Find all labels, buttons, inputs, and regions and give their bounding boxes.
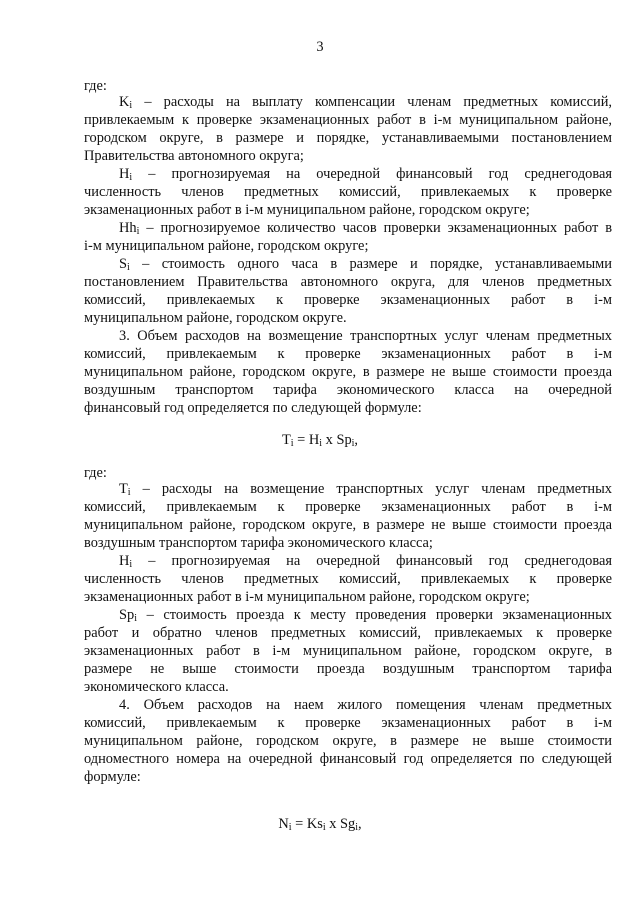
def-h-line-1: $H_i$ – прогнозируемая на очередной финансовый год среднегодовая bbox=[119, 166, 612, 183]
paragraph-4-line-5: формуле: bbox=[84, 769, 141, 785]
def-hh-line-1: $Hh_i$ – прогнозируемое количество часов проверки экзаменационных работ в bbox=[119, 220, 612, 237]
paragraph-3-line-1: 3. Объем расходов на возмещение транспортных услуг членам предметных bbox=[119, 328, 612, 344]
def-k-line-1: $K_i$ – расходы на выплату компенсации членам предметных комиссий, bbox=[119, 94, 612, 111]
paragraph-4-line-3: муниципальном районе, городском округе, в размере не выше стоимости bbox=[84, 733, 612, 749]
def-t-line-2: комиссий, привлекаемым к проверке экзаменационных работ в i-м bbox=[84, 499, 612, 515]
def-k-line-3: городском округе, в размере и порядке, устанавливаемыми постановлением bbox=[84, 130, 612, 146]
def-h-line-3: экзаменационных работ в i-м муниципальном районе, городском округе; bbox=[84, 202, 530, 218]
def-h2-line-2: численность членов предметных комиссий, привлекаемых к проверке bbox=[84, 571, 612, 587]
def-t-line-4: воздушным транспортом тарифа экономического класса; bbox=[84, 535, 433, 551]
paragraph-3-line-3: муниципальном районе, городском округе, в размере не выше стоимости проезда bbox=[84, 364, 612, 380]
def-sp-line-3: экзаменационных работ в i-м муниципальном районе, городском округе, в bbox=[84, 643, 612, 659]
def-sp-line-5: экономического класса. bbox=[84, 679, 229, 695]
def-k-line-4: Правительства автономного округа; bbox=[84, 148, 304, 164]
def-k-line-2: привлекаемым к проверке экзаменационных работ в i-м муниципальном районе, bbox=[84, 112, 612, 128]
where-label: где: bbox=[84, 78, 107, 94]
paragraph-3-line-4: воздушным транспортом тарифа экономического класса на очередной bbox=[84, 382, 612, 398]
def-h-line-2: численность членов предметных комиссий, привлекаемых к проверке bbox=[84, 184, 612, 200]
def-t-line-1: $T_i$ – расходы на возмещение транспортных услуг членам предметных bbox=[119, 481, 612, 498]
def-sp-line-1: $Sp_i$ – стоимость проезда к месту проведения проверки экзаменационных bbox=[119, 607, 612, 624]
def-t-line-3: муниципальном районе, городском округе, в размере не выше стоимости проезда bbox=[84, 517, 612, 533]
def-s-line-1: $S_i$ – стоимость одного часа в размере и порядке, устанавливаемыми bbox=[119, 256, 612, 273]
page-number: 3 bbox=[316, 39, 324, 55]
def-hh-line-2: i-м муниципальном районе, городском округе; bbox=[84, 238, 369, 254]
def-s-line-4: муниципальном районе, городском округе. bbox=[84, 310, 347, 326]
formula-housing: $N_i = Ks_i$ x $Sg_i$, bbox=[278, 816, 362, 833]
def-h2-line-3: экзаменационных работ в i-м муниципальном районе, городском округе; bbox=[84, 589, 530, 605]
def-s-line-3: комиссий, привлекаемых к проверке экзаменационных работ в i-м bbox=[84, 292, 612, 308]
paragraph-3-line-5: финансовый год определяется по следующей формуле: bbox=[84, 400, 422, 416]
def-s-line-2: постановлением Правительства автономного округа, для членов предметных bbox=[84, 274, 612, 290]
where-label-2: где: bbox=[84, 465, 107, 481]
def-sp-line-2: работ и обратно членов предметных комиссий, привлекаемых к проверке bbox=[84, 625, 612, 641]
paragraph-4-line-2: комиссий, привлекаемым к проверке экзаменационных работ в i-м bbox=[84, 715, 612, 731]
paragraph-4-line-1: 4. Объем расходов на наем жилого помещения членам предметных bbox=[119, 697, 612, 713]
def-sp-line-4: размере не выше стоимости проезда воздушным транспортом тарифа bbox=[84, 661, 612, 677]
paragraph-3-line-2: комиссий, привлекаемым к проверке экзаменационных работ в i-м bbox=[84, 346, 612, 362]
paragraph-4-line-4: одноместного номера на очередной финансовый год определяется по следующей bbox=[84, 751, 612, 767]
def-h2-line-1: $H_i$ – прогнозируемая на очередной финансовый год среднегодовая bbox=[119, 553, 612, 570]
formula-transport: $T_i = H_i$ x $Sp_i$, bbox=[281, 432, 359, 449]
